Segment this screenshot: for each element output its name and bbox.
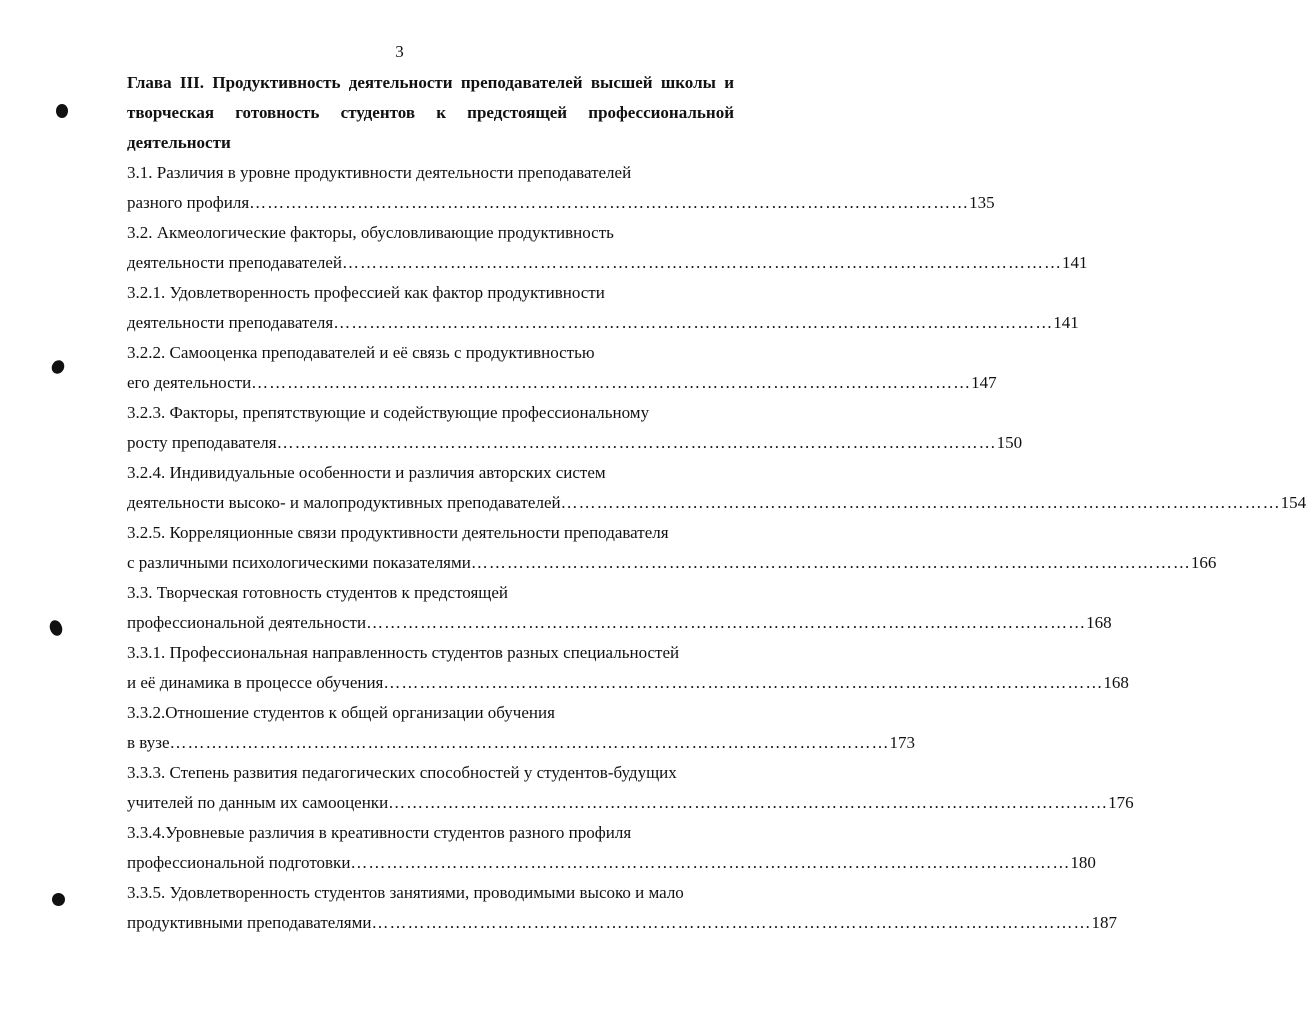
leader-dots: ………………………………………………………………………………………………………… [350,853,1071,872]
leader-dots: ………………………………………………………………………………………………………… [383,673,1104,692]
leader-dots: ………………………………………………………………………………………………………… [249,193,970,212]
toc-entry-title: 3.3.4.Уровневые различия в креативности студентов разного профиля [127,823,632,842]
toc-entry-page: 180 [1070,853,1096,872]
toc-entry-page: 135 [969,193,995,212]
toc-entry-title-cont: его деятельности [127,373,252,392]
toc-entry-page: 168 [1086,613,1112,632]
chapter-title-line-1: Глава III. Продуктивность деятельности преподавателей высшей школы и [127,73,734,92]
toc-entry-title-cont: деятельности преподавателей [127,253,343,272]
toc-entry-page: 147 [971,373,997,392]
page-number: 3 [395,42,404,61]
toc-entry-title: 3.1. Различия в уровне продуктивности деятельности преподавателей [127,163,632,182]
table-of-contents [127,68,1306,938]
toc-entry-title-cont: учителей по данным их самооценки [127,793,389,812]
leader-dots: ………………………………………………………………………………………………………… [342,253,1063,272]
toc-entry [127,638,1129,698]
toc-entry-title: 3.2.5. Корреляционные связи продуктивности деятельности преподавателя [127,523,669,542]
toc-entry-page: 176 [1108,793,1134,812]
toc-entry-title-cont: деятельности высоко- и малопродуктивных преподавателей [127,493,561,512]
toc-entry-title: 3.2.2. Самооценка преподавателей и её связь с продуктивностью [127,343,595,362]
toc-entry-page: 187 [1091,913,1117,932]
toc-entry [127,158,995,218]
toc-entry [127,278,1079,338]
toc-entry-page: 166 [1190,553,1217,572]
leader-dots: ………………………………………………………………………………………………………… [366,613,1087,632]
leader-dots: ………………………………………………………………………………………………………… [371,913,1092,932]
leader-dots: ………………………………………………………………………………………………………… [169,733,890,752]
toc-entry-title-cont: и её динамика в процессе обучения [127,673,384,692]
toc-entry [127,758,1134,818]
toc-entry-title-cont: с различными психологическими показателями [127,553,471,572]
chapter-title-line-3: деятельности [127,133,231,152]
toc-entry-title: 3.2.1. Удовлетворенность профессией как фактор продуктивности [127,283,605,302]
toc-entry-title-cont: росту преподавателя [127,433,277,452]
toc-entry-title: 3.3.2.Отношение студентов к общей организации обучения [127,703,555,722]
toc-entry [127,878,1117,938]
chapter-title-line-2: творческая готовность студентов к предстоящей профессиональной [127,103,734,122]
toc-entry-title-cont: профессиональной подготовки [127,853,351,872]
leader-dots: ………………………………………………………………………………………………………… [560,493,1281,512]
toc-entry [127,578,1112,638]
toc-entry [127,518,1217,578]
leader-dots: ………………………………………………………………………………………………………… [276,433,997,452]
leader-dots: ………………………………………………………………………………………………………… [251,373,972,392]
toc-entry [127,818,1096,878]
leader-dots: ………………………………………………………………………………………………………… [470,553,1191,572]
toc-entry [127,218,1088,278]
toc-entry [127,338,997,398]
toc-entry-title-cont: профессиональной деятельности [127,613,367,632]
toc-entry-page: 141 [1062,253,1088,272]
toc-entry-title: 3.3.3. Степень развития педагогических способностей у студентов-будущих [127,763,677,782]
scan-mark [56,104,68,118]
toc-entry-title: 3.3.5. Удовлетворенность студентов занятиями, проводимыми высоко и мало [127,883,684,902]
toc-entry-page: 141 [1053,313,1079,332]
toc-entry-title: 3.2. Акмеологические факторы, обусловливающие продуктивность [127,223,614,242]
toc-entry-title: 3.2.3. Факторы, препятствующие и содействующие профессиональному [127,403,650,422]
toc-entry-page: 173 [889,733,915,752]
toc-entry-title: 3.3.1. Профессиональная направленность студентов разных специальностей [127,643,680,662]
scan-mark [48,618,65,637]
chapter-title [127,68,734,158]
toc-entry-title-cont: деятельности преподавателя [127,313,334,332]
toc-entry-page: 154 [1280,493,1306,512]
toc-entry-title-cont: разного профиля [127,193,250,212]
scan-mark [49,358,66,376]
toc-entry-page: 168 [1103,673,1129,692]
leader-dots: ………………………………………………………………………………………………………… [333,313,1054,332]
toc-entry-title-cont: продуктивными преподавателями [127,913,372,932]
toc-entry [127,398,1023,458]
toc-entry [127,458,1306,518]
toc-entries [127,158,1306,938]
toc-entry-title: 3.2.4. Индивидуальные особенности и различия авторских систем [127,463,606,482]
leader-dots: ………………………………………………………………………………………………………… [388,793,1109,812]
toc-entry-title-cont: в вузе [127,733,170,752]
toc-entry-title: 3.3. Творческая готовность студентов к предстоящей [127,583,509,602]
toc-entry [127,698,915,758]
scan-mark [52,893,65,906]
toc-entry-page: 150 [996,433,1023,452]
